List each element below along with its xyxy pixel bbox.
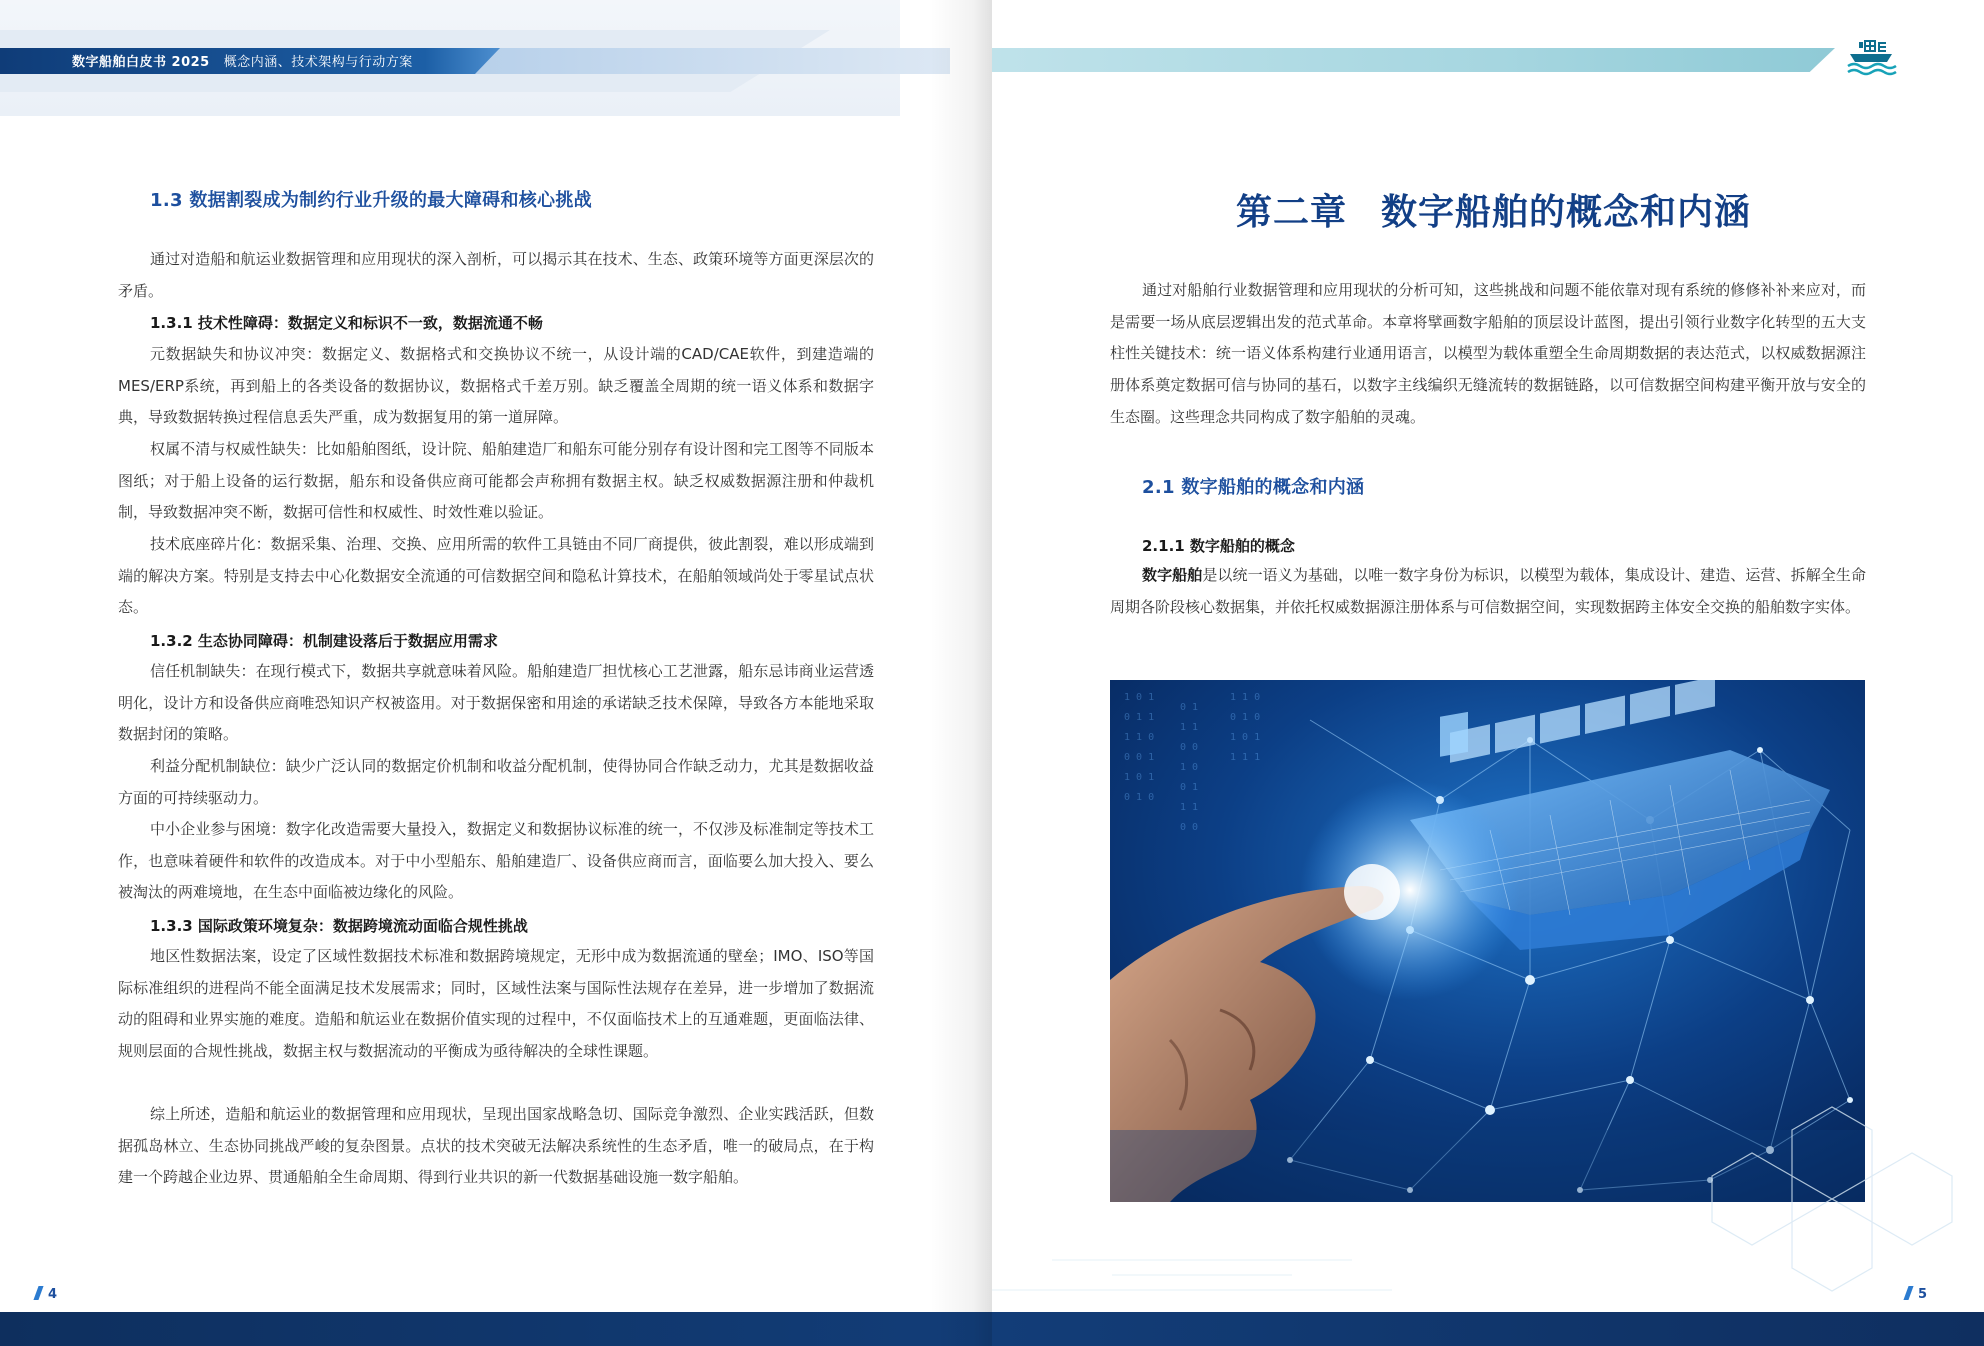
subsection-title-1-3-1: 1.3.1 技术性障碍：数据定义和标识不一致，数据流通不畅 — [150, 314, 543, 332]
svg-text:1 0 1: 1 0 1 — [1124, 772, 1155, 783]
paragraph-metadata-conflict: 元数据缺失和协议冲突：数据定义、数据格式和交换协议不统一，从设计端的CAD/CAE软件，到建造端的MES/ERP系统，再到船上的各类设备的数据协议，数据格式千差万别。缺乏覆盖全周期的统一语义体系和数据字典，导致数据转换过程信息丢失严重，成为数据复用的第一道屏障。 — [118, 345, 874, 427]
definition-term: 数字船舶 — [1142, 566, 1203, 584]
svg-text:0 0: 0 0 — [1180, 822, 1199, 833]
svg-text:0 0 1: 0 0 1 — [1124, 752, 1155, 763]
svg-text:0 1: 0 1 — [1180, 782, 1199, 793]
svg-text:0 1 0: 0 1 0 — [1124, 792, 1155, 803]
right-page — [992, 0, 1984, 1346]
gutter-shadow-left — [930, 0, 992, 1346]
chapter-title — [1236, 184, 1751, 235]
subsection-title-1-3-2: 1.3.2 生态协同障碍：机制建设落后于数据应用需求 — [150, 632, 498, 650]
svg-text:1 0 1: 1 0 1 — [1230, 732, 1261, 743]
paragraph-sme: 中小企业参与困境：数字化改造需要大量投入，数据定义和数据协议标准的统一，不仅涉及标准制定等技术工作，也意味着硬件和软件的改造成本。对于中小型船东、船舶建造厂、设备供应商而言，面临要么加大投入、要么被淘汰的两难境地，在生态中面临被边缘化的风险。 — [118, 820, 874, 902]
digital-ship-logo-icon — [1844, 38, 1898, 78]
page-number-right — [1906, 1286, 1927, 1302]
paragraph-trust: 信任机制缺失：在现行模式下，数据共享就意味着风险。船舶建造厂担忧核心工艺泄露，船东忌讳商业运营透明化，设计方和设备供应商唯恐知识产权被盗用。对于数据保密和用途的承诺缺乏技术保障，导致各方本能地采取数据封闭的策略。 — [118, 662, 874, 744]
footer-bar-left — [0, 1312, 992, 1346]
running-header — [72, 51, 413, 70]
paragraph-fragmentation: 技术底座碎片化：数据采集、治理、交换、应用所需的软件工具链由不同厂商提供，彼此割裂，难以形成端到端的解决方案。特别是支持去中心化数据安全流通的可信数据空间和隐私计算技术，在船舶领域尚处于零星试点状态。 — [118, 535, 874, 617]
svg-text:1 1: 1 1 — [1180, 722, 1199, 733]
chapter-intro-paragraph: 通过对船舶行业数据管理和应用现状的分析可知，这些挑战和问题不能依靠对现有系统的修修补补来应对，而是需要一场从底层逻辑出发的范式革命。本章将擘画数字船舶的顶层设计蓝图，提出引领行业数字化转型的五大支柱性关键技术：统一语义体系构建行业通用语言，以模型为载体重塑全生命周期数据的表达范式，以权威数据源注册体系奠定数据可信与协同的基石，以数字主线编织无缝流转的数据链路，以可信数据空间构建平衡开放与安全的生态圈。这些理念共同构成了数字船舶的灵魂。 — [1110, 281, 1866, 426]
subsection-title-1-3-3: 1.3.3 国际政策环境复杂：数据跨境流动面临合规性挑战 — [150, 917, 528, 935]
paragraph-regional-law: 地区性数据法案，设定了区域性数据技术标准和数据跨境规定，无形中成为数据流通的壁垒；IMO、ISO等国际标准组织的进程尚不能全面满足技术发展需求；同时，区域性法案与国际性法规存在差异，进一步增加了数据流动的阻碍和业界实施的难度。造船和航运业在数据价值实现的过程中，不仅面临技术上的互通难题，更面临法律、规则层面的合规性挑战，数据主权与数据流动的平衡成为亟待解决的全球性课题。 — [118, 947, 874, 1061]
svg-text:0 1: 0 1 — [1180, 702, 1199, 713]
footer-bar-right — [992, 1312, 1984, 1346]
svg-text:0 1 0: 0 1 0 — [1230, 712, 1261, 723]
chapter-label: 第二章 — [1236, 192, 1348, 233]
intro-paragraph: 通过对造船和航运业数据管理和应用现状的深入剖析，可以揭示其在技术、生态、政策环境等方面更深层次的矛盾。 — [118, 250, 874, 300]
header-title: 数字船舶白皮书 2025 — [72, 55, 210, 70]
definition-paragraph — [1110, 560, 1866, 623]
page-number-left-label: 4 — [48, 1287, 58, 1302]
svg-text:1 1: 1 1 — [1180, 802, 1199, 813]
svg-text:0 0: 0 0 — [1180, 742, 1199, 753]
subsection-title-2-1-1: 2.1.1 数字船舶的概念 — [1142, 537, 1295, 555]
page-number-left — [36, 1286, 57, 1302]
definition-text: 是以统一语义为基础，以唯一数字身份为标识，以模型为载体，集成设计、建造、运营、拆解全生命周期各阶段核心数据集，并依托权威数据源注册体系与可信数据空间，实现数据跨主体安全交换的船舶数字实体。 — [1110, 566, 1866, 616]
paragraph-benefit: 利益分配机制缺位：缺少广泛认同的数据定价机制和收益分配机制，使得协同合作缺乏动力，尤其是数据收益方面的可持续驱动力。 — [118, 757, 874, 807]
header-bar-teal — [992, 48, 1835, 72]
slash-mark-icon-right — [1903, 1286, 1913, 1300]
chapter-name: 数字船舶的概念和内涵 — [1381, 192, 1752, 233]
slash-mark-icon — [33, 1286, 43, 1300]
summary-paragraph: 综上所述，造船和航运业的数据管理和应用现状，呈现出国家战略急切、国际竞争激烈、企业实践活跃，但数据孤岛林立、生态协同挑战严峻的复杂图景。点状的技术突破无法解决系统性的生态矛盾，唯一的破局点，在于构建一个跨越企业边界、贯通船舶全生命周期、得到行业共识的新一代数据基础设施一数字船舶。 — [118, 1105, 874, 1187]
svg-text:1 0: 1 0 — [1180, 762, 1199, 773]
header-subtitle: 概念内涵、技术架构与行动方案 — [223, 55, 413, 70]
svg-text:0 1 1: 0 1 1 — [1124, 712, 1155, 723]
header-bar-light — [470, 48, 950, 74]
page-number-right-label: 5 — [1918, 1287, 1928, 1302]
svg-text:1 0 1: 1 0 1 — [1124, 692, 1155, 703]
svg-text:1 1 0: 1 1 0 — [1230, 692, 1261, 703]
svg-text:1 1 1: 1 1 1 — [1230, 752, 1261, 763]
paragraph-ownership: 权属不清与权威性缺失：比如船舶图纸，设计院、船舶建造厂和船东可能分别存有设计图和完工图等不同版本图纸；对于船上设备的运行数据，船东和设备供应商可能都会声称拥有数据主权。缺乏权威数据源注册和仲裁机制，导致数据冲突不断，数据可信性和权威性、时效性难以验证。 — [118, 440, 874, 522]
digital-ship-illustration — [1110, 680, 1865, 1202]
section-title-2-1: 2.1 数字船舶的概念和内涵 — [1142, 477, 1365, 498]
section-title-1-3: 1.3 数据割裂成为制约行业升级的最大障碍和核心挑战 — [150, 190, 592, 211]
svg-text:1 1 0: 1 1 0 — [1124, 732, 1155, 743]
